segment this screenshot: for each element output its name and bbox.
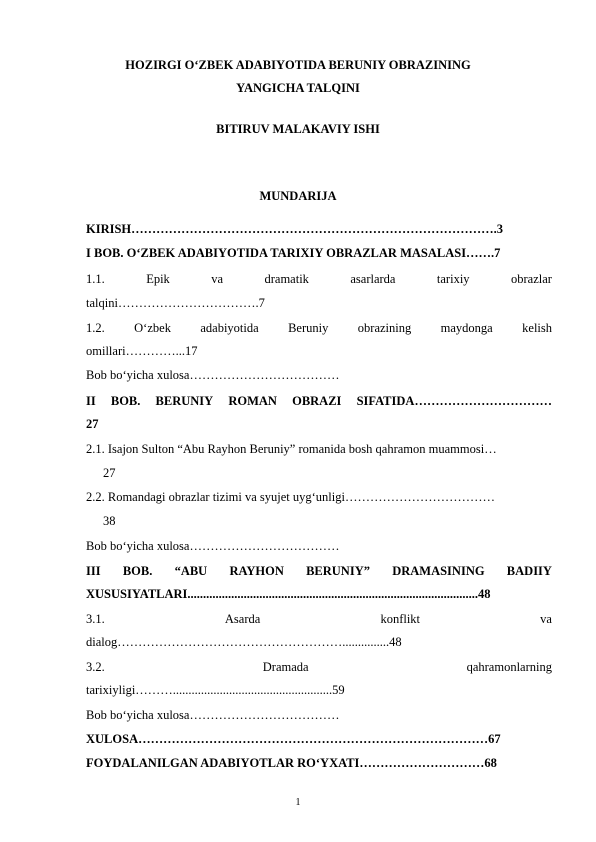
toc-entry-1-1-continuation: talqini…………………………….7: [86, 296, 265, 310]
toc-word: 3.1.: [86, 612, 105, 626]
toc-entry-1-2-continuation: omillari…………...17: [86, 344, 198, 358]
toc-word: II: [86, 394, 96, 408]
toc-entry-kirish: KIRISH…………………………………………………………………………….3: [86, 222, 504, 236]
toc-word: III: [86, 564, 101, 578]
toc-entry-2-2: 2.2. Romandagi obrazlar tizimi va syujet uyg‘unligi………………………………: [86, 490, 495, 504]
page-number: 1: [295, 797, 301, 808]
toc-word: 3.2.: [86, 660, 105, 674]
toc-word: kelish: [522, 321, 552, 335]
toc-entry-bob3-continuation: XUSUSIYATLARI.............................................................................................48: [86, 587, 491, 601]
toc-word: Epik: [146, 272, 170, 286]
toc-word: BERUNIY”: [306, 564, 370, 578]
toc-word: maydonga: [440, 321, 493, 335]
toc-entry-3-2-continuation: tarixiyligi………...................................................59: [86, 683, 345, 697]
toc-word: BERUNIY: [155, 394, 214, 408]
toc-word: O‘zbek: [134, 321, 171, 335]
toc-word: BOB.: [110, 394, 141, 408]
toc-word: OBRAZI: [292, 394, 342, 408]
title-line-2: YANGICHA TALQINI: [236, 81, 360, 95]
toc-word: BADIIY: [506, 564, 552, 578]
toc-entry-bob1-summary: Bob bo‘yicha xulosa………………………………: [86, 368, 340, 382]
thesis-subtitle: BITIRUV MALAKAVIY ISHI: [216, 122, 380, 136]
toc-word: konflikt: [380, 612, 421, 626]
toc-word: va: [540, 612, 552, 626]
toc-word: qahramonlarning: [466, 660, 552, 674]
toc-word: RAYHON: [229, 564, 284, 578]
toc-entry-adabiyotlar: FOYDALANILGAN ADABIYOTLAR RO‘YXATI…………………………68: [86, 756, 497, 770]
toc-word: BOB.: [122, 564, 153, 578]
toc-word: ROMAN: [228, 394, 277, 408]
toc-entry-bob2: [86, 394, 552, 409]
toc-word: SIFATIDA……………………………: [356, 394, 552, 408]
toc-word: asarlarda: [350, 272, 396, 286]
toc-entry-3-2: [86, 660, 552, 675]
toc-word: Asarda: [224, 612, 261, 626]
title-line-1: HOZIRGI O‘ZBEK ADABIYOTIDA BERUNIY OBRAZINING: [125, 58, 471, 72]
toc-word: Dramada: [262, 660, 309, 674]
toc-word: dramatik: [264, 272, 309, 286]
toc-word: tarixiy: [436, 272, 470, 286]
toc-entry-bob3: [86, 564, 552, 579]
toc-word: “ABU: [174, 564, 208, 578]
toc-entry-1-1: [86, 272, 552, 287]
toc-entry-3-1: [86, 612, 552, 627]
toc-entry-bob2-page: 27: [86, 417, 99, 431]
toc-entry-2-2-page: 38: [103, 514, 116, 528]
toc-word: obrazining: [357, 321, 412, 335]
contents-heading: MUNDARIJA: [259, 189, 337, 203]
toc-entry-bob3-summary: Bob bo‘yicha xulosa………………………………: [86, 708, 340, 722]
toc-word: 1.2.: [86, 321, 105, 335]
toc-word: DRAMASINING: [392, 564, 485, 578]
toc-entry-bob2-summary: Bob bo‘yicha xulosa………………………………: [86, 539, 340, 553]
toc-word: Beruniy: [288, 321, 329, 335]
toc-entry-3-1-continuation: dialog………………………………………………...............48: [86, 635, 402, 649]
toc-word: 1.1.: [86, 272, 105, 286]
toc-word: obrazlar: [510, 272, 552, 286]
toc-entry-xulosa: XULOSA…………………………………………………………………………67: [86, 732, 501, 746]
toc-word: va: [211, 272, 224, 286]
toc-entry-2-1: 2.1. Isajon Sulton “Abu Rayhon Beruniy” romanida bosh qahramon muammosi…: [86, 442, 497, 456]
toc-entry-2-1-page: 27: [103, 466, 116, 480]
toc-entry-bob1: I BOB. O‘ZBEK ADABIYOTIDA TARIXIY OBRAZLAR MASALASI…….7: [86, 246, 501, 260]
toc-word: adabiyotida: [200, 321, 259, 335]
toc-entry-1-2: [86, 321, 552, 336]
